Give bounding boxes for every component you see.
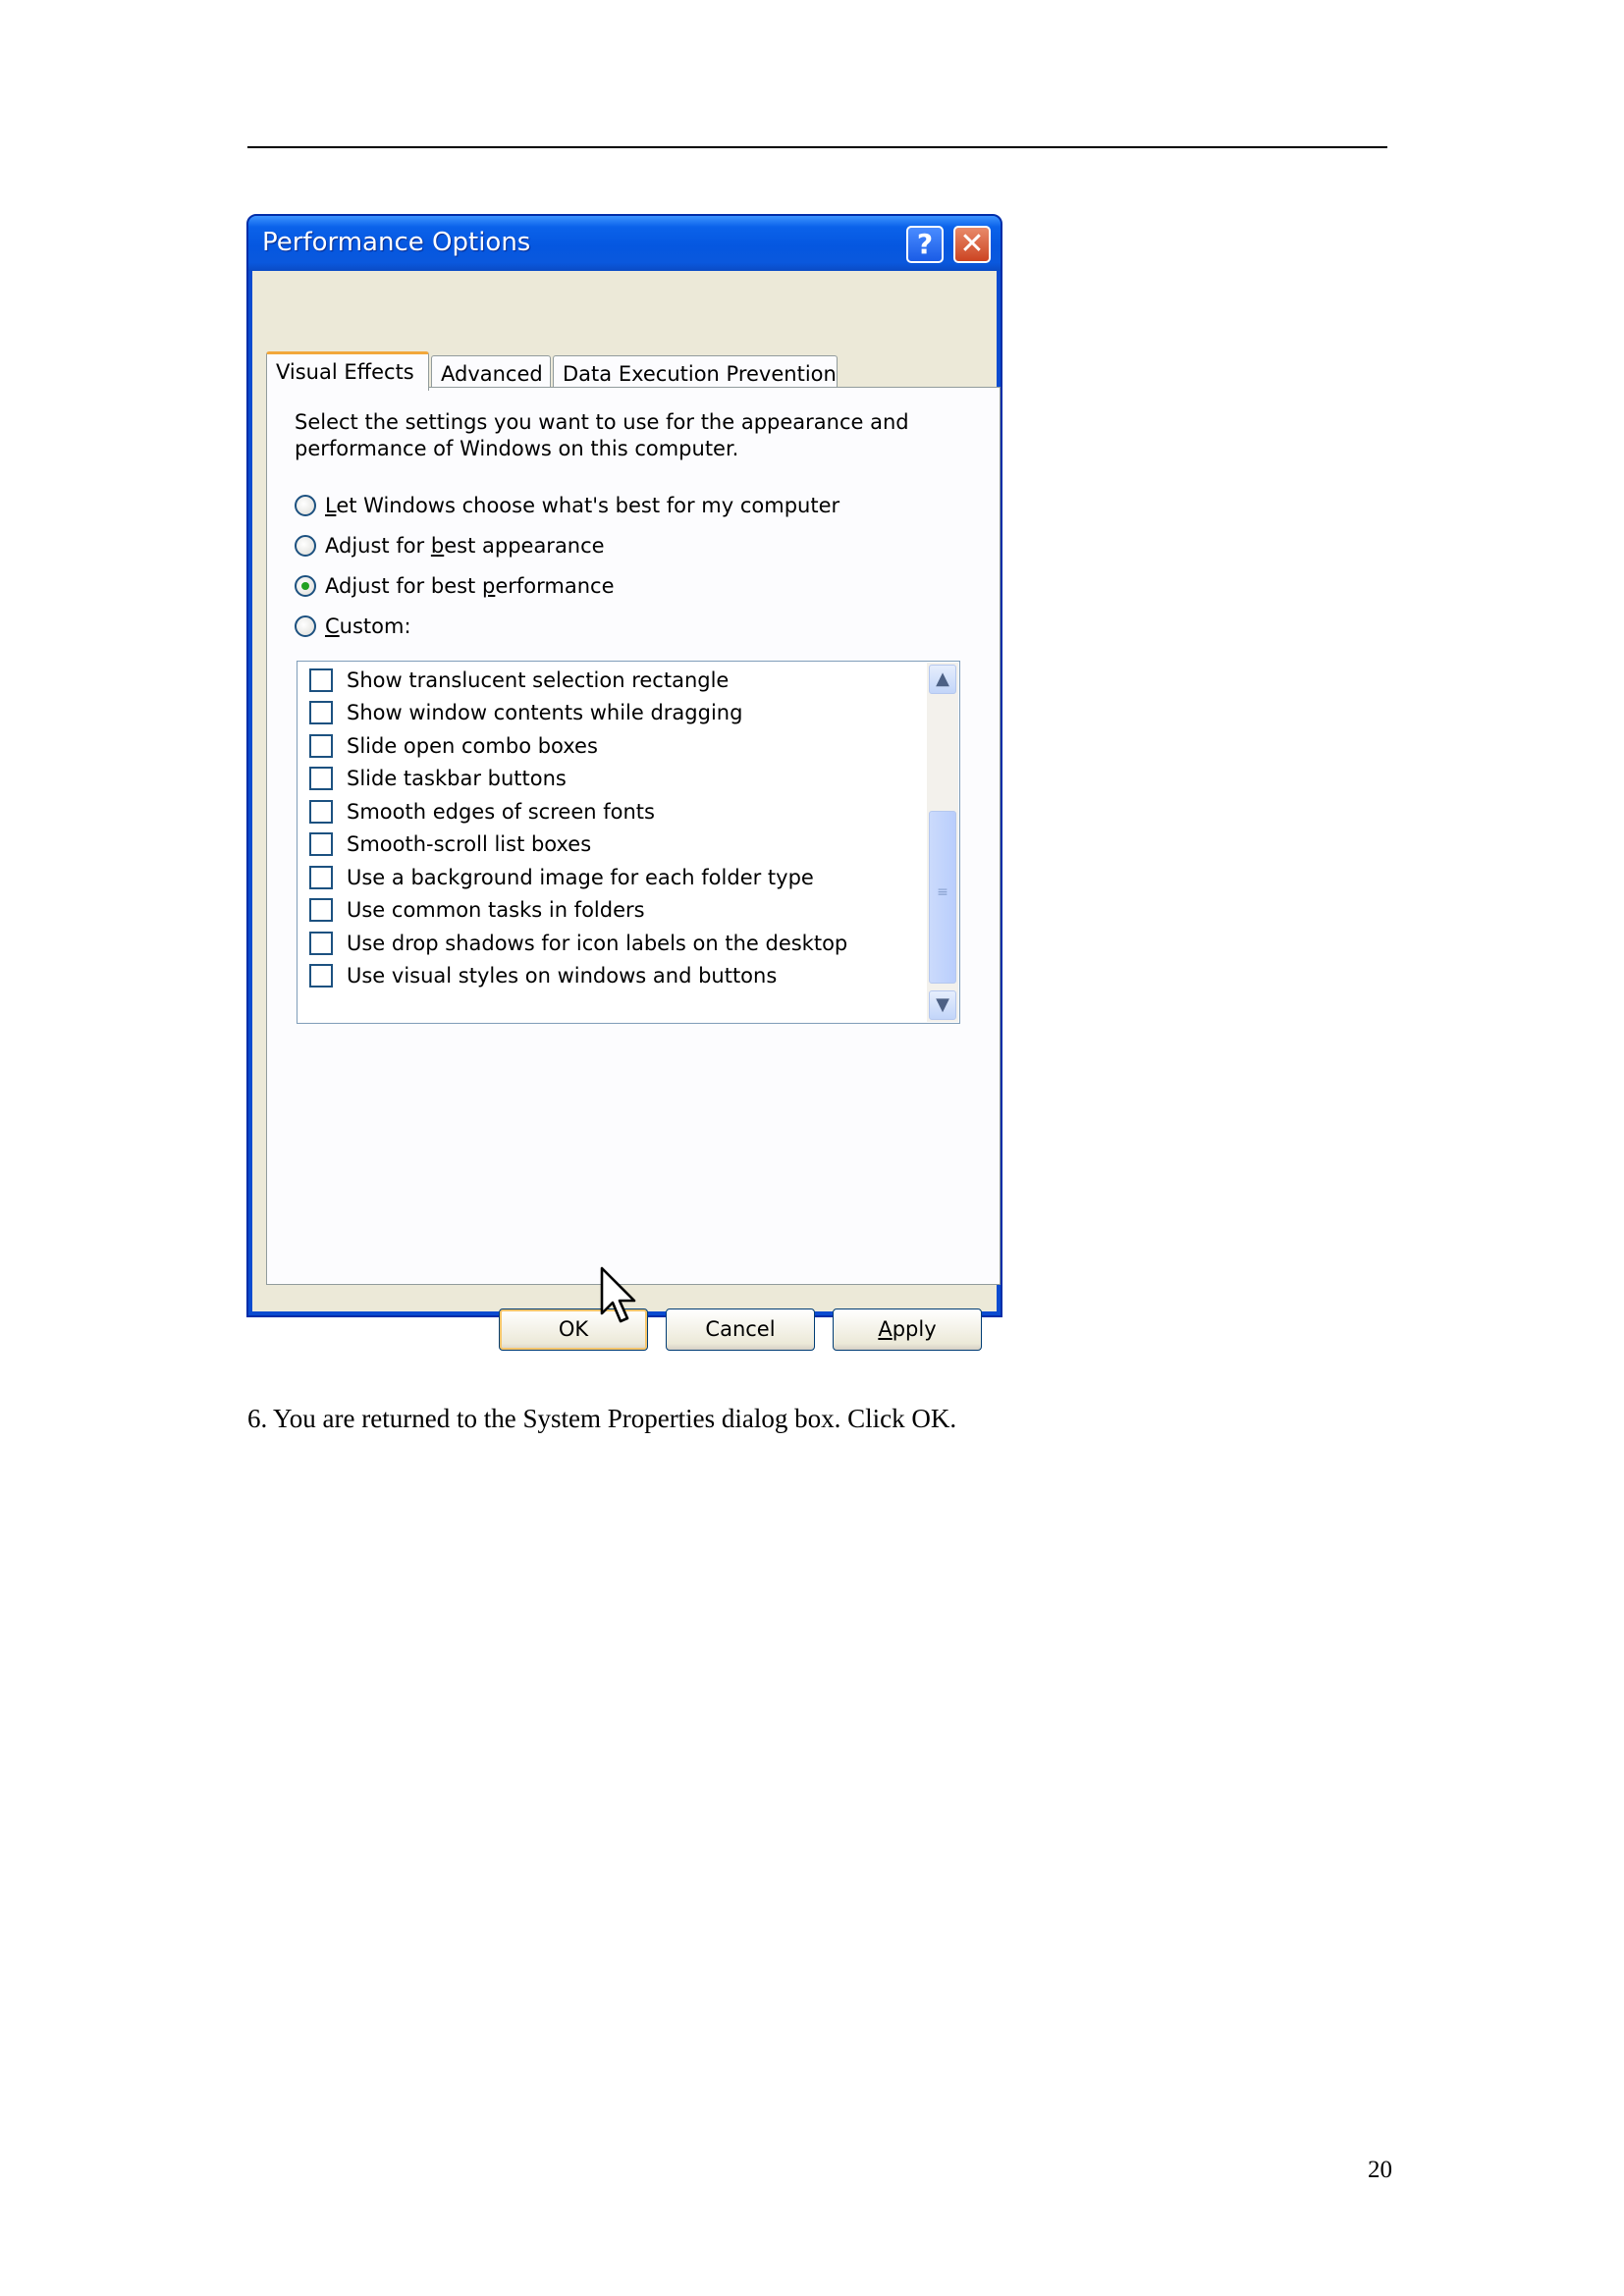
checkbox[interactable] xyxy=(309,898,333,922)
radio-button[interactable] xyxy=(295,495,316,516)
grip-icon: ≡ xyxy=(937,884,948,900)
checkbox-label: Show translucent selection rectangle xyxy=(347,668,730,692)
dialog-title: Performance Options xyxy=(262,228,531,257)
radio-best-performance[interactable] xyxy=(295,574,615,598)
radio-label: Let Windows choose what's best for my computer xyxy=(325,494,840,517)
visual-effects-list[interactable] xyxy=(297,661,960,1024)
radio-button-selected[interactable] xyxy=(295,575,316,597)
list-item[interactable] xyxy=(309,895,645,925)
tab-data-execution-prevention[interactable] xyxy=(553,355,838,389)
tab-label: Visual Effects xyxy=(276,360,414,384)
checkbox[interactable] xyxy=(309,800,333,824)
checkbox-label: Use a background image for each folder type xyxy=(347,866,814,889)
page-number: 20 xyxy=(1368,2157,1392,2183)
radio-label: Adjust for best appearance xyxy=(325,534,605,558)
tab-label: Data Execution Prevention xyxy=(563,362,837,386)
list-item[interactable] xyxy=(309,666,729,695)
cancel-button[interactable]: Cancel xyxy=(666,1308,815,1351)
visual-effects-panel xyxy=(266,387,1001,1285)
checkbox[interactable] xyxy=(309,832,333,856)
dialog-body xyxy=(252,271,997,1341)
radio-button[interactable] xyxy=(295,615,316,637)
question-mark-icon[interactable]: ? xyxy=(906,226,944,263)
checkbox[interactable] xyxy=(309,734,333,758)
checkbox[interactable] xyxy=(309,701,333,724)
radio-label: Adjust for best performance xyxy=(325,574,615,598)
checkbox-label: Slide open combo boxes xyxy=(347,734,598,758)
scrollbar-thumb[interactable] xyxy=(929,811,956,984)
close-icon[interactable]: ✕ xyxy=(953,226,991,263)
tab-label: Advanced xyxy=(441,362,543,386)
tab-visual-effects[interactable] xyxy=(266,351,429,391)
list-item[interactable] xyxy=(309,863,814,892)
checkbox[interactable] xyxy=(309,932,333,955)
checkbox[interactable] xyxy=(309,866,333,889)
radio-custom[interactable] xyxy=(295,614,411,638)
checkbox[interactable] xyxy=(309,767,333,790)
checkbox-label: Show window contents while dragging xyxy=(347,701,743,724)
list-item[interactable] xyxy=(309,698,742,727)
checkbox-label: Smooth-scroll list boxes xyxy=(347,832,592,856)
mouse-pointer-icon xyxy=(600,1266,639,1327)
checkbox-label: Smooth edges of screen fonts xyxy=(347,800,655,824)
header-rule xyxy=(247,146,1387,148)
checkbox-label: Use common tasks in folders xyxy=(347,898,645,922)
radio-let-windows-choose[interactable] xyxy=(295,494,839,517)
checkbox[interactable] xyxy=(309,964,333,988)
radio-button[interactable] xyxy=(295,535,316,557)
title-bar[interactable] xyxy=(248,216,1001,271)
list-item[interactable] xyxy=(309,829,591,859)
checkbox-label: Slide taskbar buttons xyxy=(347,767,567,790)
list-item[interactable] xyxy=(309,764,567,793)
checkbox[interactable] xyxy=(309,668,333,692)
list-item[interactable] xyxy=(309,961,777,990)
list-item[interactable] xyxy=(309,731,598,761)
checkbox-label: Use drop shadows for icon labels on the desktop xyxy=(347,932,848,955)
radio-best-appearance[interactable] xyxy=(295,534,605,558)
vertical-scrollbar[interactable] xyxy=(927,663,958,1022)
checkbox-label: Use visual styles on windows and buttons xyxy=(347,964,778,988)
list-item[interactable] xyxy=(309,929,847,958)
apply-button[interactable]: Apply xyxy=(833,1308,982,1351)
radio-label: Custom: xyxy=(325,614,411,638)
chevron-down-icon[interactable]: ▼ xyxy=(929,990,956,1020)
chevron-up-icon[interactable]: ▲ xyxy=(929,665,956,694)
list-item[interactable] xyxy=(309,797,655,827)
performance-options-dialog xyxy=(246,214,1002,1341)
description-text: Select the settings you want to use for the appearance and performance of Windows on this computer. xyxy=(295,410,909,460)
ok-button[interactable]: OK xyxy=(499,1308,648,1351)
tab-advanced[interactable] xyxy=(431,355,551,389)
step-text: 6. You are returned to the System Properties dialog box. Click OK. xyxy=(247,1404,957,1433)
